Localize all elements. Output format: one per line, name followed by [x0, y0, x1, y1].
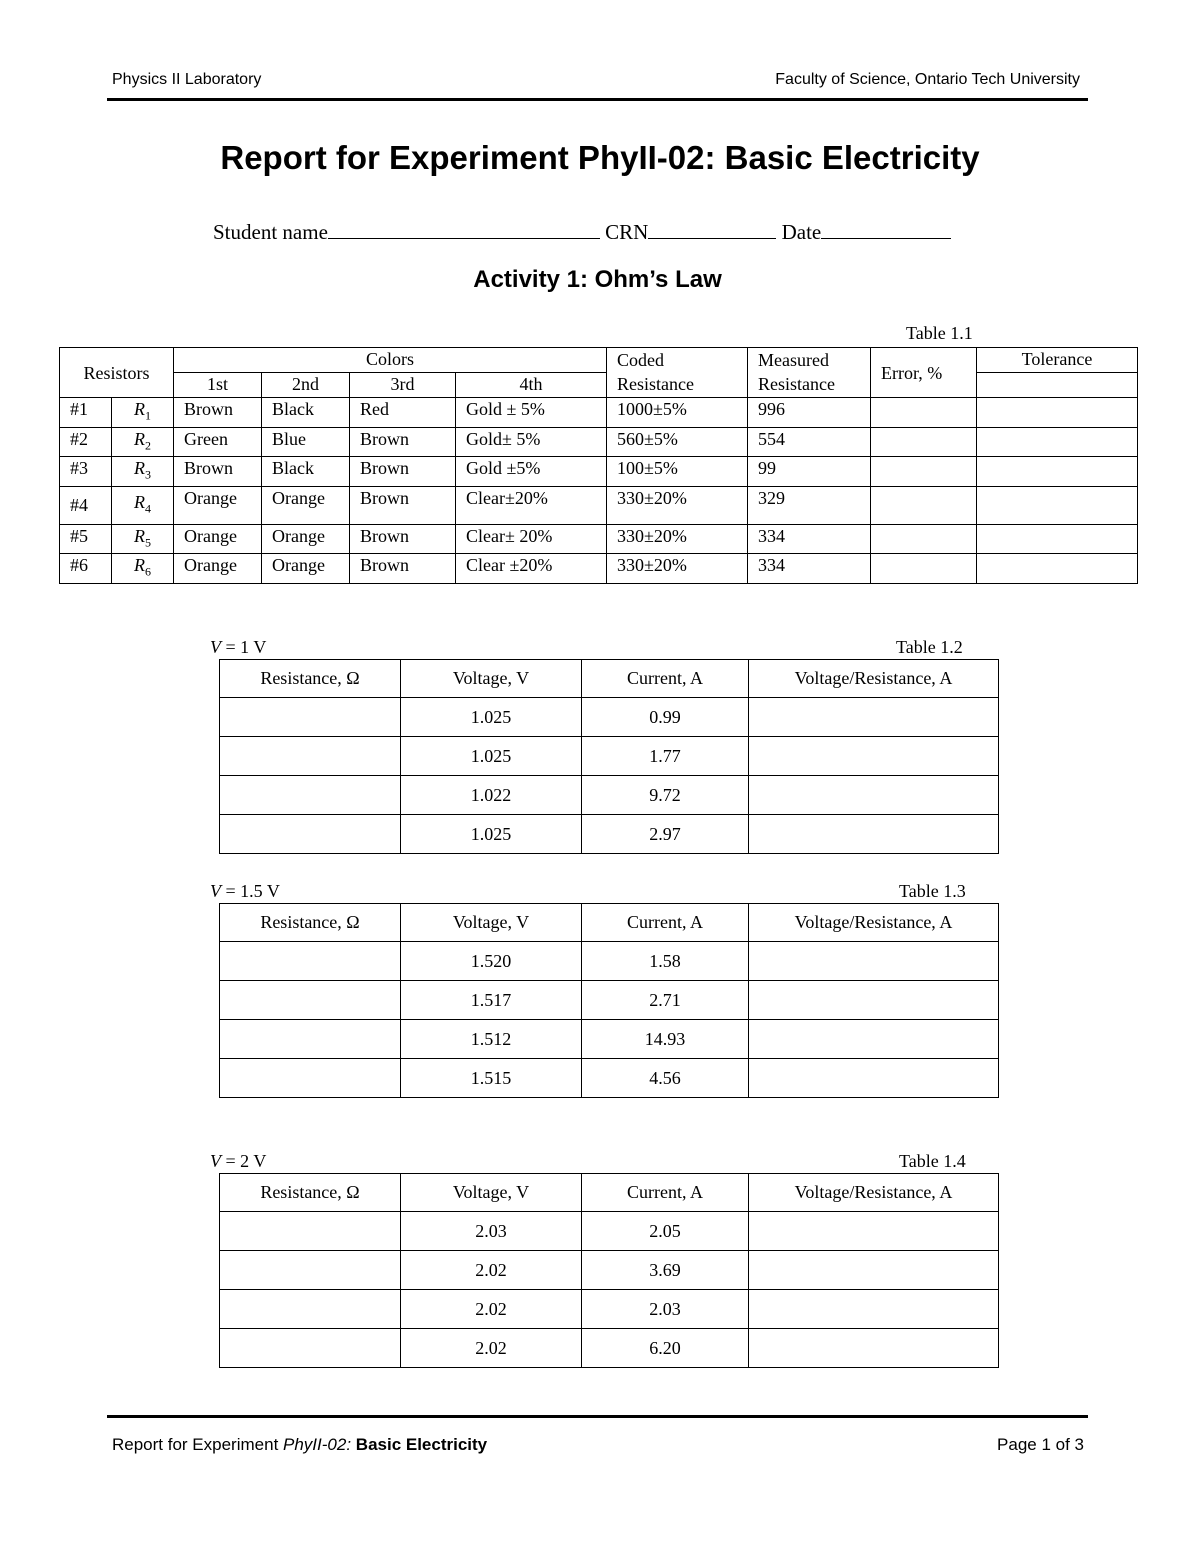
band-1-header: 1st	[174, 373, 262, 398]
error-cell[interactable]	[871, 427, 977, 457]
current-header: Current, A	[582, 1174, 749, 1212]
ratio-cell[interactable]	[749, 1329, 999, 1368]
band-3-color: Red	[350, 398, 456, 428]
measured-resistance: 329	[748, 486, 871, 524]
page-title: Report for Experiment PhyII-02: Basic Electricity	[220, 139, 980, 176]
resistance-header: Resistance, Ω	[220, 660, 401, 698]
table-1-3-voltage-label: V = 1.5 V	[210, 881, 280, 901]
ratio-cell[interactable]	[749, 1290, 999, 1329]
band-1-color: Brown	[174, 398, 262, 428]
current-cell: 2.05	[582, 1212, 749, 1251]
resistor-number: #2	[60, 427, 112, 457]
table-1-2-caption: Table 1.2	[896, 637, 963, 657]
measured-resistance: 554	[748, 427, 871, 457]
table-row	[220, 1329, 999, 1368]
band-1-color: Orange	[174, 524, 262, 554]
ratio-header: Voltage/Resistance, A	[749, 1174, 999, 1212]
current-cell: 2.71	[582, 981, 749, 1020]
table-row	[220, 1059, 999, 1098]
voltage-2v-table	[219, 1173, 999, 1368]
voltage-cell: 1.025	[401, 737, 582, 776]
voltage-cell: 2.02	[401, 1290, 582, 1329]
resistance-cell[interactable]	[220, 815, 401, 854]
date-label: Date	[781, 220, 822, 244]
band-2-color: Black	[262, 457, 350, 487]
table-1-2-voltage-label: V = 1 V	[210, 637, 267, 657]
table-row	[220, 1251, 999, 1290]
ratio-cell[interactable]	[749, 981, 999, 1020]
resistor-symbol: $R_4$	[112, 486, 174, 524]
band-2-color: Blue	[262, 427, 350, 457]
coded-resistance: 330±20%	[607, 486, 748, 524]
band-4-color: Clear±20%	[456, 486, 607, 524]
band-3-color: Brown	[350, 427, 456, 457]
table-row	[220, 1020, 999, 1059]
measured-resistance-header: Measured Resistance	[748, 348, 871, 398]
ratio-cell[interactable]	[749, 942, 999, 981]
voltage-cell: 1.515	[401, 1059, 582, 1098]
ratio-header: Voltage/Resistance, A	[749, 660, 999, 698]
resistor-symbol: $R_5$	[112, 524, 174, 554]
table-row	[60, 457, 1138, 487]
band-2-color: Orange	[262, 524, 350, 554]
resistance-cell[interactable]	[220, 776, 401, 815]
band-2-color: Black	[262, 398, 350, 428]
measured-resistance: 334	[748, 554, 871, 584]
voltage-1v-table	[219, 659, 999, 854]
header-faculty: Faculty of Science, Ontario Tech University	[775, 71, 1080, 88]
table-row	[220, 737, 999, 776]
resistor-symbol: $R_2$	[112, 427, 174, 457]
band-1-color: Orange	[174, 554, 262, 584]
current-cell: 0.99	[582, 698, 749, 737]
band-2-color: Orange	[262, 554, 350, 584]
table-row	[60, 554, 1138, 584]
current-cell: 1.77	[582, 737, 749, 776]
band-3-header: 3rd	[350, 373, 456, 398]
voltage-cell: 2.02	[401, 1251, 582, 1290]
coded-resistance: 1000±5%	[607, 398, 748, 428]
resistor-number: #6	[60, 554, 112, 584]
error-header: Error, %	[871, 348, 977, 398]
ratio-cell[interactable]	[749, 776, 999, 815]
ratio-cell[interactable]	[749, 815, 999, 854]
table-1-1-caption: Table 1.1	[906, 323, 973, 343]
crn-label: CRN	[605, 220, 649, 244]
resistance-cell[interactable]	[220, 1020, 401, 1059]
current-cell: 6.20	[582, 1329, 749, 1368]
voltage-header: Voltage, V	[401, 1174, 582, 1212]
tolerance-cell[interactable]	[977, 427, 1138, 457]
coded-resistance: 560±5%	[607, 427, 748, 457]
table-row	[220, 698, 999, 737]
footer-title: Report for Experiment PhyII-02: Basic Electricity	[112, 1435, 488, 1454]
voltage-1-5v-table	[219, 903, 999, 1098]
table-1-3-caption: Table 1.3	[899, 881, 966, 901]
student-name-label: Student name	[213, 220, 328, 244]
current-cell: 1.58	[582, 942, 749, 981]
voltage-cell: 1.520	[401, 942, 582, 981]
band-4-color: Gold± 5%	[456, 427, 607, 457]
voltage-cell: 2.03	[401, 1212, 582, 1251]
resistor-number: #5	[60, 524, 112, 554]
ratio-cell[interactable]	[749, 1251, 999, 1290]
header-course: Physics II Laboratory	[112, 71, 262, 88]
table-row	[60, 486, 1138, 524]
tolerance-cell[interactable]	[977, 524, 1138, 554]
table-1-4-voltage-label: V = 2 V	[210, 1151, 267, 1171]
voltage-cell: 2.02	[401, 1329, 582, 1368]
resistors-header: Resistors	[60, 348, 174, 398]
resistance-cell[interactable]	[220, 981, 401, 1020]
page-number: Page 1 of 3	[997, 1435, 1084, 1454]
activity-title: Activity 1: Ohm’s Law	[473, 266, 722, 293]
band-1-color: Orange	[174, 486, 262, 524]
current-cell: 2.97	[582, 815, 749, 854]
tolerance-cell[interactable]	[977, 554, 1138, 584]
voltage-header: Voltage, V	[401, 904, 582, 942]
voltage-cell: 1.517	[401, 981, 582, 1020]
resistance-cell[interactable]	[220, 1212, 401, 1251]
tolerance-cell[interactable]	[977, 457, 1138, 487]
error-cell[interactable]	[871, 554, 977, 584]
table-row	[220, 776, 999, 815]
voltage-cell: 1.025	[401, 698, 582, 737]
table-1-4-caption: Table 1.4	[899, 1151, 966, 1171]
resistance-cell[interactable]	[220, 1329, 401, 1368]
band-2-header: 2nd	[262, 373, 350, 398]
table-row	[220, 1212, 999, 1251]
table-row	[220, 1290, 999, 1329]
band-4-color: Gold ±5%	[456, 457, 607, 487]
band-1-color: Green	[174, 427, 262, 457]
table-row	[60, 427, 1138, 457]
band-4-header: 4th	[456, 373, 607, 398]
table-row	[220, 981, 999, 1020]
current-header: Current, A	[582, 904, 749, 942]
band-3-color: Brown	[350, 457, 456, 487]
coded-resistance: 100±5%	[607, 457, 748, 487]
table-row	[60, 524, 1138, 554]
resistance-header: Resistance, Ω	[220, 1174, 401, 1212]
band-3-color: Brown	[350, 554, 456, 584]
band-3-color: Brown	[350, 486, 456, 524]
resistance-cell[interactable]	[220, 737, 401, 776]
resistance-cell[interactable]	[220, 698, 401, 737]
resistor-number: #4	[60, 486, 112, 524]
table-row	[220, 942, 999, 981]
footer-rule	[107, 1415, 1088, 1418]
error-cell[interactable]	[871, 398, 977, 428]
coded-resistance-header: Coded Resistance	[607, 348, 748, 398]
resistance-cell[interactable]	[220, 1290, 401, 1329]
current-cell: 14.93	[582, 1020, 749, 1059]
colors-header: Colors	[174, 348, 607, 373]
voltage-cell: 1.512	[401, 1020, 582, 1059]
resistor-symbol: $R_1$	[112, 398, 174, 428]
error-cell[interactable]	[871, 486, 977, 524]
tolerance-subheader	[977, 373, 1138, 398]
student-name-blank[interactable]	[328, 216, 600, 239]
measured-resistance: 996	[748, 398, 871, 428]
error-cell[interactable]	[871, 524, 977, 554]
band-4-color: Clear± 20%	[456, 524, 607, 554]
current-cell: 3.69	[582, 1251, 749, 1290]
measured-resistance: 99	[748, 457, 871, 487]
current-cell: 2.03	[582, 1290, 749, 1329]
band-2-color: Orange	[262, 486, 350, 524]
resistance-cell[interactable]	[220, 1059, 401, 1098]
ratio-cell[interactable]	[749, 1059, 999, 1098]
student-info-fields	[213, 216, 951, 245]
ratio-cell[interactable]	[749, 1020, 999, 1059]
voltage-cell: 1.025	[401, 815, 582, 854]
header-rule	[107, 98, 1088, 101]
band-4-color: Clear ±20%	[456, 554, 607, 584]
crn-blank[interactable]	[648, 216, 776, 239]
current-cell: 9.72	[582, 776, 749, 815]
resistance-cell[interactable]	[220, 942, 401, 981]
table-row	[60, 398, 1138, 428]
ratio-cell[interactable]	[749, 737, 999, 776]
resistor-symbol: $R_3$	[112, 457, 174, 487]
resistance-cell[interactable]	[220, 1251, 401, 1290]
table-row	[220, 815, 999, 854]
measured-resistance: 334	[748, 524, 871, 554]
ratio-cell[interactable]	[749, 698, 999, 737]
resistor-color-table	[59, 347, 1138, 584]
error-cell[interactable]	[871, 457, 977, 487]
coded-resistance: 330±20%	[607, 554, 748, 584]
band-3-color: Brown	[350, 524, 456, 554]
band-1-color: Brown	[174, 457, 262, 487]
tolerance-header: Tolerance	[977, 348, 1138, 373]
coded-resistance: 330±20%	[607, 524, 748, 554]
date-blank[interactable]	[821, 216, 951, 239]
ratio-header: Voltage/Resistance, A	[749, 904, 999, 942]
tolerance-cell[interactable]	[977, 486, 1138, 524]
resistor-number: #1	[60, 398, 112, 428]
resistor-symbol: $R_6$	[112, 554, 174, 584]
current-header: Current, A	[582, 660, 749, 698]
voltage-header: Voltage, V	[401, 660, 582, 698]
ratio-cell[interactable]	[749, 1212, 999, 1251]
resistance-header: Resistance, Ω	[220, 904, 401, 942]
current-cell: 4.56	[582, 1059, 749, 1098]
band-4-color: Gold ± 5%	[456, 398, 607, 428]
tolerance-cell[interactable]	[977, 398, 1138, 428]
resistor-number: #3	[60, 457, 112, 487]
voltage-cell: 1.022	[401, 776, 582, 815]
